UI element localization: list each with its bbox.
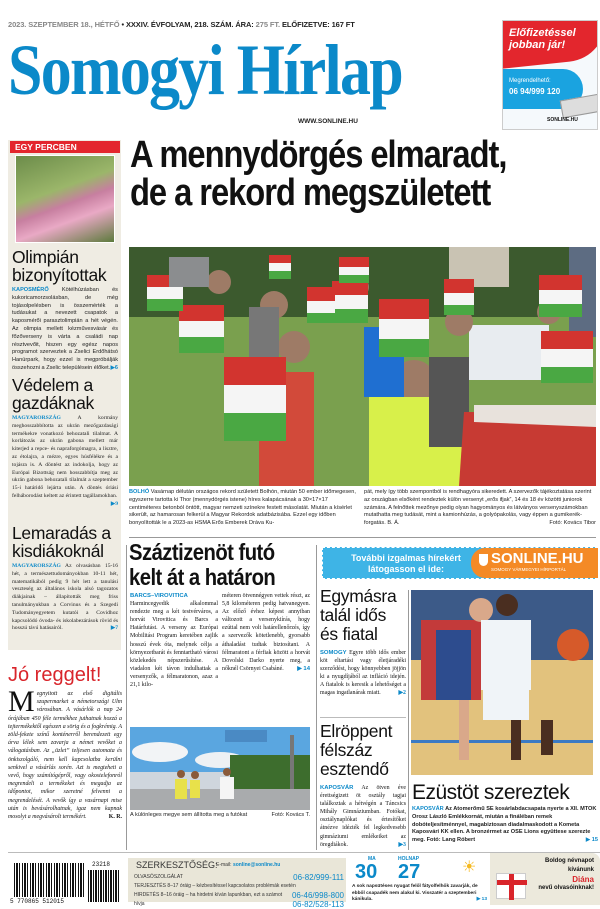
- nameday-readers: nevű olvasóinknak!: [538, 885, 594, 891]
- lead-caption-col2: pát, mely így több szempontból is rendhagyóra sikeredett. A szervezők tájékoztatása szerint az országban elsőként rendeztek külön versenyt „erős ifjak”, 14 és 18 év közötti juniorok számára. A felnőttek mezőnye pedig olyan hagyományos és látványos versenyszámokban mutathatta meg tudását, mint a kamionhúzás, a golyópakolás, vagy éppen a gumikerék-forgatás. B. Á. Fotó: Kovács Tibor: [364, 489, 596, 527]
- promo-order-label: Megrendelhető:: [509, 78, 551, 84]
- run-photo-caption: A különleges megye sem állította meg a futókat Fotó: Kovács T.: [130, 812, 310, 818]
- price: 275 FT.: [255, 20, 280, 29]
- barcode-digits: 5 770865 512015: [10, 898, 65, 905]
- lead-photo: [129, 247, 596, 486]
- lead-headline[interactable]: A mennydörgés elmaradt, de a rekord megszületett: [130, 134, 507, 214]
- weather-text: A sok napsütéses nyugat felől fátyolfelhők zavarják, de ebből csapadék nem alakul ki. Visszatér a szeptemberi kánikula. ▶ 13: [352, 884, 487, 902]
- subscription-price: ELŐFIZETVE: 167 FT: [279, 20, 355, 29]
- email-link[interactable]: sonline@sonline.hu: [232, 862, 281, 868]
- nameday-box: [490, 853, 600, 905]
- story-title: Egymásra talál idős és fiatal: [320, 586, 397, 644]
- contact-row: OLVASÓSZOLGÁLAT 06-82/999-111: [134, 873, 344, 882]
- nameday-greeting: Boldog névnapot kívánunk: [545, 858, 594, 873]
- today-temp: 30: [355, 861, 378, 883]
- sun-icon: ☀: [462, 859, 477, 876]
- page-ref[interactable]: ▶ 13: [476, 897, 487, 902]
- gift-icon: [496, 873, 526, 899]
- story-kicker: MAGYARORSZÁG: [12, 415, 61, 421]
- divider: [316, 545, 317, 850]
- promo-brand: SONLINE.HU: [547, 117, 578, 123]
- basketball-photo: [411, 590, 593, 775]
- contact-row: TERJESZTÉS 8–17 óráig – kézbesítéssel kapcsolatos problémák esetén 06-46/998-800: [134, 883, 344, 900]
- column-author: K. R.: [108, 814, 122, 821]
- divider: [408, 590, 409, 850]
- banner-brand: SONLINE.HU: [491, 550, 584, 567]
- photo-credit: Fotó: Kovács T.: [271, 812, 310, 818]
- run-headline[interactable]: Száztizenöt futó kelt át a határon: [129, 539, 276, 590]
- story-kicker: SOMOGY: [320, 650, 347, 656]
- run-kicker: BARCS–VIROVITICA: [130, 593, 188, 599]
- nameday-name: Diána: [572, 875, 594, 884]
- sport-title[interactable]: Ezüstöt szereztek: [412, 781, 570, 804]
- sport-kicker: KAPOSVÁR: [412, 806, 444, 812]
- divider: [320, 717, 406, 718]
- runners-photo: [130, 727, 310, 810]
- promo-phone: 06 94/999 120: [509, 87, 561, 96]
- issue-date: 2023. SZEPTEMBER 18., HÉTFŐ: [8, 20, 120, 29]
- olympics-photo: [15, 155, 115, 243]
- editorial-label: SZERKESZTŐSÉG:: [136, 860, 218, 870]
- banner-text: További izgalmas hírekért látogasson el ide:: [351, 553, 461, 574]
- story-title: Olimpián bizonyítottak: [12, 247, 107, 285]
- phone-number[interactable]: 06-82/999-111: [293, 873, 344, 882]
- editorial-contacts: SZERKESZTŐSÉG: E-mail: sonline@sonline.hu OLVASÓSZOLGÁLAT 06-82/999-111 TERJESZTÉS 8–17 óráig – kézbesítéssel kapcsolatos problémák esetén 06-46/998-800 HIRDETÉS 8–16 óráig – ha hirdetni kíván lapunkban, ezt a számot hívja 06-82/528-113: [128, 858, 346, 902]
- page-ref[interactable]: ▶2: [398, 690, 406, 697]
- divider: [129, 537, 596, 538]
- run-col1: BARCS–VIROVITICA Harmincegyedik alkalommal rendezte meg a két testvérváros, a horvát Virovitica és Barcs a Határfutást. A verseny az Európai Mobilitási Program keretében zajlik hosszú évek óta, melynek célja a környezetbarát és fenntartható városi közlekedés népszerűsítése. A viadalon két távon indulhattak a versenyzők, a félmaratonon, azaz a 21,1 kilo-: [130, 593, 218, 689]
- page-ref[interactable]: ▶ 14: [297, 665, 310, 672]
- sidebar-story-2[interactable]: [12, 376, 118, 509]
- page-ref[interactable]: ▶3: [398, 841, 406, 848]
- contact-row: HIRDETÉS 8–16 óráig – ha hirdetni kíván lapunkban, ezt a számot hívja 06-82/528-113: [134, 892, 344, 909]
- story-body: Kötélhúzásban és kukoricamorzsolásban, de még tojásolpelésben is összemérték a tudásukat a nevezett csapatok a kaposmérői parasztolimpián a hét végén. Az olimpia mellett kézművesvásár és főzőverseny is várta a családi nap résztvevőit, hiszen egy egész napos programot szerveztek a Zselici Erdőhátsó Hanúrpark, hogy ezzel is megpróbálják összehozni a Zselic településein élőket.: [12, 287, 118, 371]
- photo-credit: Fotó: Kovács Tibor: [549, 520, 596, 527]
- page-ref[interactable]: ▶9: [110, 500, 118, 507]
- phone-number[interactable]: 06-82/528-113: [292, 900, 344, 909]
- dateline: 2023. SZEPTEMBER 18., HÉTFŐ • XXXIV. ÉVFOLYAM, 218. SZÁM. ÁRA: 275 FT. ELŐFIZETVE: 167 FT: [8, 20, 355, 29]
- story-title: Védelem a gazdáknak: [12, 375, 94, 413]
- phone-number[interactable]: 06-46/998-800: [291, 891, 344, 900]
- tomorrow-temp: 27: [398, 861, 421, 883]
- lead-caption-col1: BOLHÓ Vasárnap délután országos rekord született Bolhón, miután 50 ember időmegesen, egyszerre tartotta ki Thor (mennydörgés istene) híres kalapácsának a 30×17×17 centiméteres betonból öntött, magyar nemzeti színekre festett másolatát. Miután a kísérlet sikerült, az hamarosan felkerül a Magyar Rekordok adatbázisába. Ezzel egy időben bonyolították le a 2023-as HSMA Erős Emberek Dráva Ku-: [129, 489, 356, 527]
- promo-headline: Előfizetéssel jobban jár!: [509, 27, 576, 51]
- story-title: Elröppent félszáz esztendő: [320, 721, 393, 779]
- today-label: MA: [368, 856, 376, 862]
- banner-tagline: SOMOGY VÁRMEGYEI HÍRPORTÁL: [491, 567, 567, 572]
- story-kicker: MAGYARORSZÁG: [12, 563, 61, 569]
- mid-story-2[interactable]: Elröppent félszáz esztendő KAPOSVÁR Az ötven éve érettségizett öt osztály tagjai találkoztak a hétvégén a Táncsics Mihály Gimnáziumban. Fotókat, osztálynaplókat és értesítőket átnézve idézték fel legkedvesebb gimnáziumi emlékeiket az öregdiákok. ▶3: [320, 721, 407, 848]
- barcode: [14, 863, 84, 897]
- subscription-promo[interactable]: [502, 20, 598, 130]
- sport-body: KAPOSVÁR Az Atomerőmű SE kosárlabdacsapata nyerte a XII. MTOK Orosz László Emlékkornát, miután a fináléban remek dobóteljesítménnyel, magabiztosan diadalmaskodott a Kometa Kaposvári KK ellen. A bronzérmet az OSE Lions együttese szerezte meg. Fotó: Lang Róbert ▶ 15: [412, 806, 598, 844]
- section-label: EGY PERCBEN: [10, 141, 120, 153]
- story-kicker: KAPOSVÁR: [320, 785, 354, 791]
- page-ref[interactable]: ▶6: [110, 364, 118, 371]
- story-body: A kormány meghosszabbította az ukrán mezőgazdasági termékekre vonatkozó behozatali tilalmat. A korlátozás az ukrán gabona mellett már kiterjed a repce- és napraforgómagra, a lisztre, az étolajra, a mézre, egyes húsfélékre és a tojásra is. A döntést az indokolja, hogy az Európai Bizottság nem hosszabbítja meg az ukrán gabona behozatali tilalmát a szeptember 15-i határidő lejárta után. A döntés óriási felháborodást keltett az érintett tagállamokban.: [12, 415, 119, 499]
- shield-icon: [479, 554, 488, 566]
- drop-cap: M: [8, 685, 35, 718]
- sonline-banner[interactable]: [322, 547, 598, 579]
- story-title: Lemaradás a kisdiákoknál: [12, 523, 111, 561]
- story-kicker: KAPOSMÉRŐ: [12, 287, 49, 293]
- divider: [126, 545, 127, 850]
- mid-story-1[interactable]: Egymásra talál idős és fiatal SOMOGY Egyre több idős ember köt eltartási vagy életjáradéki szerződést, hogy könnyebben jöjjön ki a nyugdíjából az infláció idején. A fiatalok is keresik a lehetőséget a magas ingatlanárak miatt. ▶2: [320, 586, 406, 697]
- sidebar-story-3[interactable]: [12, 524, 118, 633]
- page-ref[interactable]: ▶ 15: [585, 837, 598, 844]
- website-link[interactable]: WWW.SONLINE.HU: [298, 118, 358, 125]
- column-body: Megnyitott az első digitális szupermarket a németországi Ulm városában. A vásárlók a nap 24 órájában 450 féle termékhez juthatnak hozzá a tejtermékektől egészen a sörig és a fogkrémig. A zöld-fekete színű konténerről berendezett egy árva lélek sem zavarja a német vevőket a válogatásban. Az „üzlet” teljesen automata és önkiszolgáló, nem kell kapcsolatba kerülni senkivel a vásárlás sorén. Azt is megteheti a vevő, hogy számítógépről, vagy okostelefonról megrendeli a termékeket és megadja az időpontot, mikor szeretné felvenni a megrendelését. A vevők így a vasárnapi mise után is bevásárolhatnak, igaz nem kapnak mosolyt a megvásárolt termékért. K. R.: [8, 685, 122, 821]
- run-col2: méteren ötvennégyen vettek részt, az 5,8 kilométeren pedig hatvanegyen. Az előző évhez képest annyiban változott a versenykiírás, hogy ezúttal nem volt határellenőrzés, így a szervezők kötetlenebb, gyorsabb áthaladást tudtak biztosítani. A félmaratont a férfiak között a horvát Dovolski Darko nyerte meg, a nőknél Csörnyei Csabáné. ▶ 14: [222, 593, 310, 672]
- edition-info: XXXIV. ÉVFOLYAM, 218. SZÁM. ÁRA:: [126, 20, 256, 29]
- column-title: Jó reggelt!: [8, 664, 102, 686]
- sidebar-story-1[interactable]: [12, 248, 118, 373]
- lead-kicker: BOLHÓ: [129, 489, 150, 495]
- masthead-logo: Somogyi Hírlap: [8, 30, 402, 110]
- story-body: Az olvasásban 15-16 hét, a természettudományokban 10-11 hét, matematikából pedig 9 hét lett a tanulási veszteség az általános iskola alsó tagozatos diákjainak – állapították meg friss tanulmányukban a Corvinus és a Szegedi Tudományegyetem kutatói a Covidhoz kapcsolódó óvoda- és iskolabezárások rövid és hosszú távú hatásairól.: [12, 563, 118, 632]
- issue-number: 23218: [92, 861, 111, 868]
- page-ref[interactable]: ▶7: [110, 625, 118, 632]
- tomorrow-label: HOLNAP: [398, 856, 420, 862]
- issue-barcode: [88, 870, 120, 902]
